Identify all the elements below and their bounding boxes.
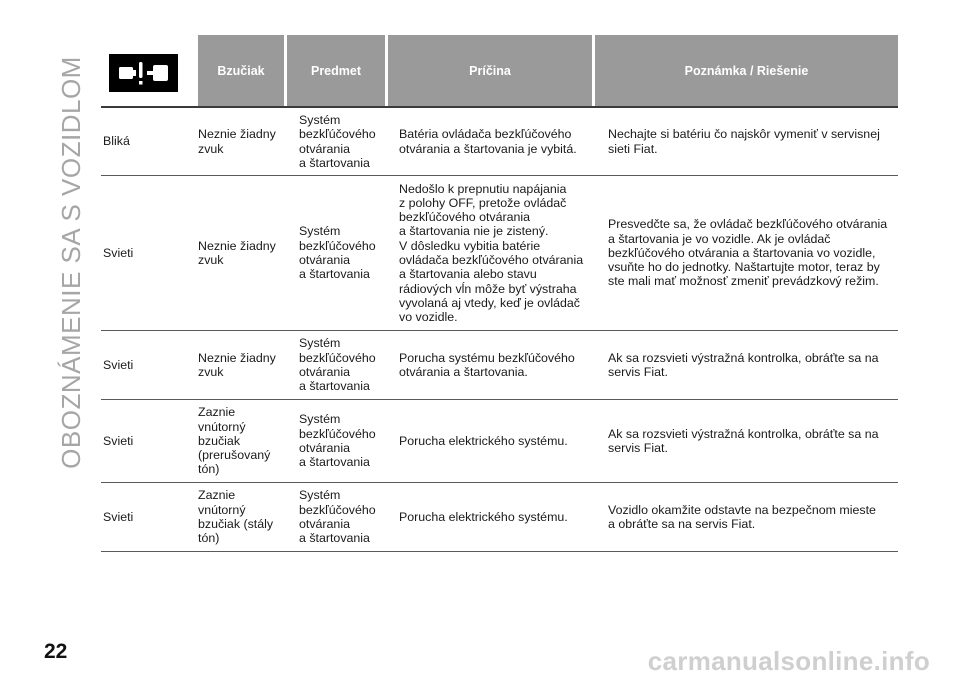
cell-state: Svieti	[103, 245, 134, 260]
table-row	[101, 483, 898, 552]
cell-cause: Porucha elektrického systému.	[399, 433, 568, 448]
cell-buzzer: Neznie žiadny zvuk	[198, 127, 276, 156]
header-subject: Predmet	[287, 35, 385, 106]
key-fob-battery-warning-icon	[109, 54, 178, 92]
header-note: Poznámka / Riešenie	[595, 35, 898, 106]
cell-buzzer: Zaznie vnútorný bzučiak (stály tón)	[198, 488, 274, 546]
cell-state: Bliká	[103, 134, 130, 149]
header-buzzer: Bzučiak	[198, 35, 284, 106]
cell-cause: Nedošlo k prepnutiu napájania z polohy OFF, pretože ovládač bezkľúčového otvárania a štartovania nie je zistený. V dôsledku vybitia batérie ovládača bezkľúčového otvárania a štartovania alebo stavu rádiových vĺn môže byť výstraha vyvolaná aj vtedy, keď je ovládač vo vozidle.	[399, 181, 584, 325]
watermark: carmanualsonline.info	[647, 646, 930, 676]
header-cause: Príčina	[388, 35, 592, 106]
cell-subject: Systém bezkľúčového otvárania a štartovania	[299, 488, 376, 546]
cell-subject: Systém bezkľúčového otvárania a štartovania	[299, 412, 376, 470]
cell-buzzer: Zaznie vnútorný bzučiak (prerušovaný tón)	[198, 405, 271, 477]
cell-subject: Systém bezkľúčového otvárania a štartovania	[299, 336, 376, 394]
cell-state: Svieti	[103, 509, 134, 524]
cell-subject: Systém bezkľúčového otvárania a štartovania	[299, 112, 376, 170]
table-header	[101, 35, 898, 108]
header-icon-cell	[101, 35, 198, 106]
cell-buzzer: Neznie žiadny zvuk	[198, 350, 276, 379]
cell-note: Ak sa rozsvieti výstražná kontrolka, obráťte sa na servis Fiat.	[608, 426, 879, 455]
cell-cause: Batéria ovládača bezkľúčového otvárania a štartovania je vybitá.	[399, 127, 577, 156]
chapter-title-text: OBOZNÁMENIE SA S VOZIDLOM	[55, 55, 86, 469]
table-row	[101, 331, 898, 400]
cell-note: Presvedčte sa, že ovládač bezkľúčového otvárania a štartovania je vo vozidle. Ak je ovládač bezkľúčového otvárania a štartovania vo vozidle, vsuňte ho do jednotky. Naštartujte motor, teraz by ste mali mať možnosť zmeniť prevádzkový režim.	[608, 217, 888, 289]
cell-note: Nechajte si batériu čo najskôr vymeniť v servisnej sieti Fiat.	[608, 127, 880, 156]
cell-cause: Porucha elektrického systému.	[399, 509, 568, 524]
cell-state: Svieti	[103, 433, 134, 448]
table-row	[101, 400, 898, 483]
table-row	[101, 108, 898, 176]
cell-buzzer: Neznie žiadny zvuk	[198, 238, 276, 267]
cell-subject: Systém bezkľúčového otvárania a štartovania	[299, 224, 376, 282]
cell-note: Ak sa rozsvieti výstražná kontrolka, obráťte sa na servis Fiat.	[608, 350, 879, 379]
cell-cause: Porucha systému bezkľúčového otvárania a štartovania.	[399, 350, 575, 379]
warning-table	[101, 35, 898, 552]
cell-state: Svieti	[103, 357, 134, 372]
page-number: 22	[44, 640, 68, 663]
chapter-title-vertical	[46, 12, 96, 512]
table-row	[101, 176, 898, 331]
cell-note: Vozidlo okamžite odstavte na bezpečnom mieste a obráťte sa na servis Fiat.	[608, 502, 876, 531]
